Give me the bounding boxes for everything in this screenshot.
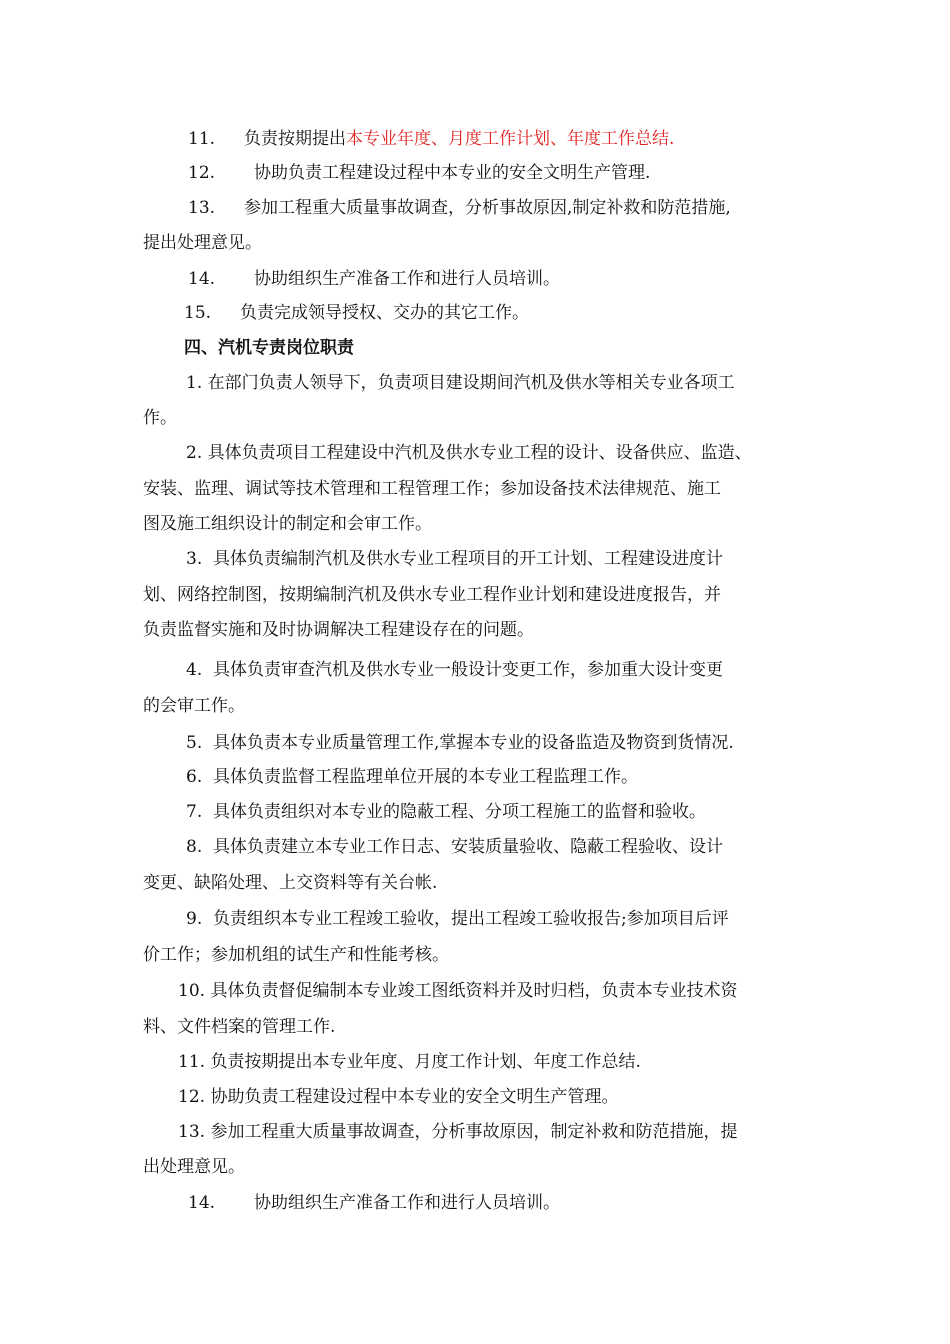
paragraph-line: 的会审工作。 xyxy=(143,696,245,716)
paragraph-line: 11. 负责按期提出本专业年度、月度工作计划、年度工作总结. xyxy=(178,1052,641,1072)
highlighted-text: 本专业年度、月度工作计划、年度工作总结. xyxy=(346,129,675,149)
paragraph-line: 料、文件档案的管理工作. xyxy=(143,1017,336,1037)
duty-item-14 xyxy=(188,268,560,290)
section-heading: 四、汽机专责岗位职责 xyxy=(184,338,354,358)
duty-item-13 xyxy=(188,197,731,219)
duty-item-11 xyxy=(188,128,674,150)
item-number: 14. xyxy=(188,269,216,289)
paragraph-line: 2. 具体负责项目工程建设中汽机及供水专业工程的设计、设备供应、监造、 xyxy=(186,443,752,463)
paragraph-line: 8. 具体负责建立本专业工作日志、安装质量验收、隐蔽工程验收、设计 xyxy=(186,837,724,857)
duty-item-13-continued: 提出处理意见。 xyxy=(143,233,262,253)
paragraph-line: 划、网络控制图，按期编制汽机及供水专业工程作业计划和建设进度报告，并 xyxy=(143,585,721,605)
paragraph-line: 12. 协助负责工程建设过程中本专业的安全文明生产管理。 xyxy=(178,1087,619,1107)
paragraph-line: 9. 负责组织本专业工程竣工验收，提出工程竣工验收报告;参加项目后评 xyxy=(186,909,729,929)
item-number: 11. xyxy=(188,129,216,149)
paragraph-line: 7. 具体负责组织对本专业的隐蔽工程、分项工程施工的监督和验收。 xyxy=(186,802,707,822)
paragraph-line: 4. 具体负责审查汽机及供水专业一般设计变更工作，参加重大设计变更 xyxy=(186,660,724,680)
paragraph-line: 1. 在部门负责人领导下，负责项目建设期间汽机及供水等相关专业各项工 xyxy=(186,373,735,393)
paragraph-line: 6. 具体负责监督工程监理单位开展的本专业工程监理工作。 xyxy=(186,767,639,787)
item-number: 12. xyxy=(188,163,216,183)
item-number: 15. xyxy=(184,303,212,323)
item-text: 协助组织生产准备工作和进行人员培训。 xyxy=(254,269,560,289)
item-number: 14. xyxy=(188,1193,216,1213)
paragraph-line: 价工作；参加机组的试生产和性能考核。 xyxy=(143,945,449,965)
paragraph-line: 安装、监理、调试等技术管理和工程管理工作；参加设备技术法律规范、施工 xyxy=(143,479,721,499)
paragraph-line: 变更、缺陷处理、上交资料等有关台帐. xyxy=(143,873,438,893)
paragraph-line: 出处理意见。 xyxy=(143,1157,245,1177)
duty-item-14-repeat xyxy=(188,1192,560,1214)
paragraph-line: 5. 具体负责本专业质量管理工作,掌握本专业的设备监造及物资到货情况. xyxy=(186,733,734,753)
paragraph-line: 3. 具体负责编制汽机及供水专业工程项目的开工计划、工程建设进度计 xyxy=(186,549,724,569)
item-text: 协助负责工程建设过程中本专业的安全文明生产管理. xyxy=(254,163,651,183)
item-number: 13. xyxy=(188,198,216,218)
item-text: 负责按期提出 xyxy=(244,129,346,149)
item-text: 协助组织生产准备工作和进行人员培训。 xyxy=(254,1193,560,1213)
paragraph-line: 作。 xyxy=(143,408,177,428)
duty-item-15 xyxy=(184,302,529,324)
paragraph-line: 负责监督实施和及时协调解决工程建设存在的问题。 xyxy=(143,620,534,640)
item-text: 参加工程重大质量事故调查，分析事故原因,制定补救和防范措施, xyxy=(244,198,731,218)
item-text: 负责完成领导授权、交办的其它工作。 xyxy=(240,303,529,323)
paragraph-line: 10. 具体负责督促编制本专业竣工图纸资料并及时归档，负责本专业技术资 xyxy=(178,981,738,1001)
paragraph-line: 13. 参加工程重大质量事故调查，分析事故原因，制定补救和防范措施，提 xyxy=(178,1122,738,1142)
duty-item-12 xyxy=(188,162,650,184)
paragraph-line: 图及施工组织设计的制定和会审工作。 xyxy=(143,514,432,534)
